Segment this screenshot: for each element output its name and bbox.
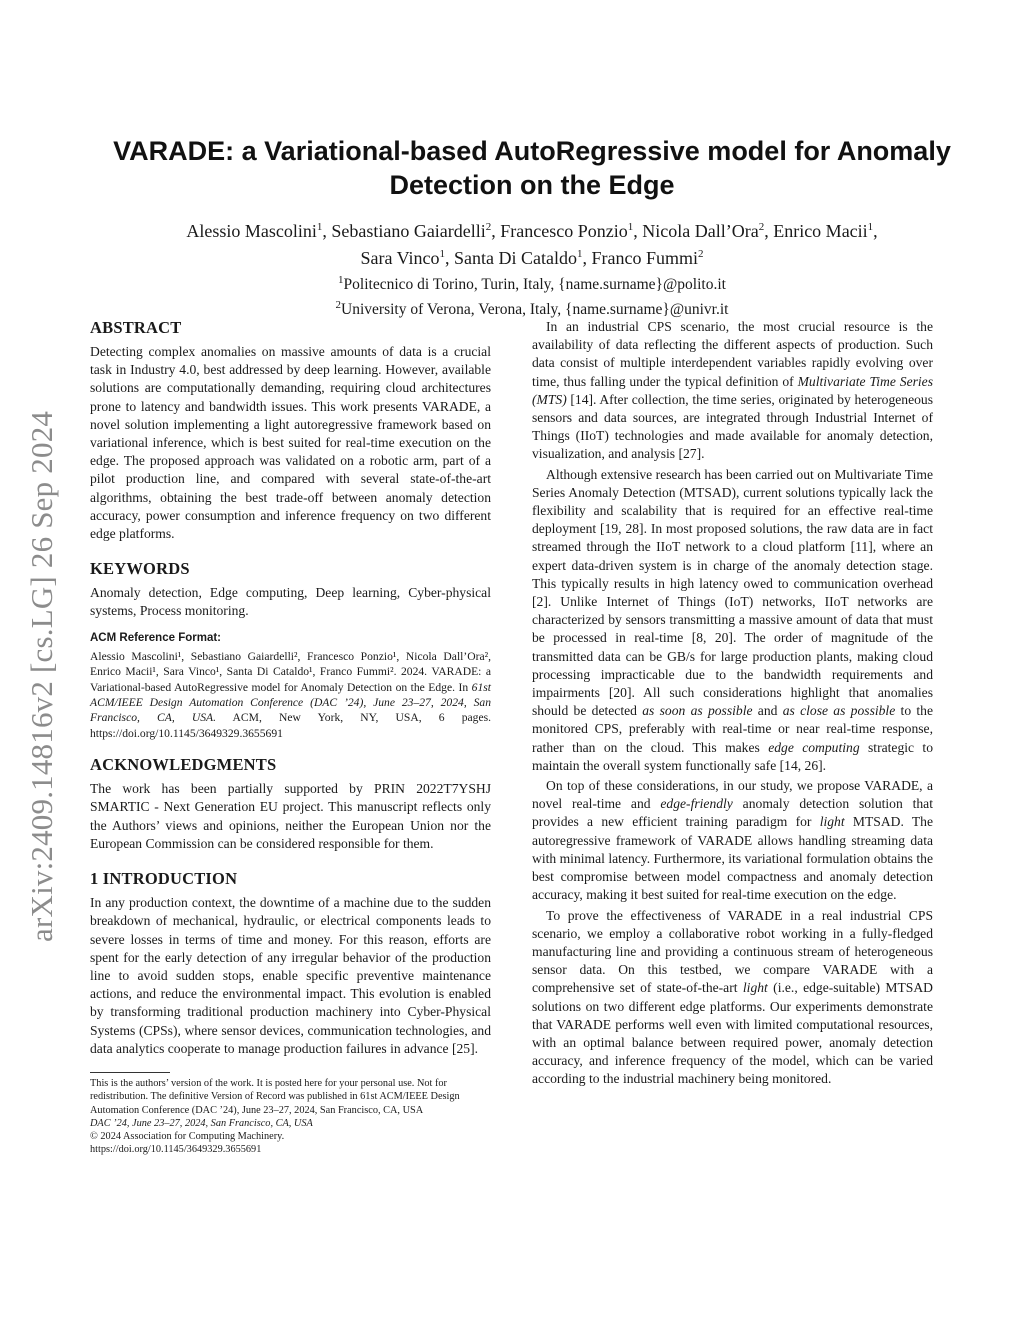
right-column [532,318,933,1091]
author: Enrico Macii [773,221,868,241]
author-list: Alessio Mascolini$^1$, Sebastiano Gaiardelli$^2$, Francesco Ponzio$^1$, Nicola Dall’Ora$^2$, Enrico Macii$^1$, Sara Vinco$^1$, Santa Di Cataldo$^1$, Franco Fummi$^2$ [186,221,878,268]
abstract-text: Detecting complex anomalies on massive amounts of data is a crucial task in Industry 4.0, best addressed by deep learning. However, available solutions are computationally demanding, requiring cloud architectures prone to latency and bandwidth issues. This work presents VARADE, a novel solution implementing a light autoregressive framework based on variational inference, which is best suited for real-time execution on the edge. The proposed approach was validated on a robotic arm, part of a pilot production line, and compared with several state-of-the-art algorithms, obtaining the best trade-off between anomaly detection accuracy, power consumption and inference frequency on two different edge platforms. [90,344,491,542]
affiliation: $^2$University of Verona, Verona, Italy, {name.surname}@univr.it [335,299,729,319]
acm-reference-text: Alessio Mascolini¹, Sebastiano Gaiardelli², Francesco Ponzio¹, Nicola Dall’Ora², Enrico Macii¹, Sara Vinco¹, Santa Di Cataldo¹, Franco Fummi². 2024. VARADE: a Variational-based AutoRegressive model for Anomaly Detection on the Edge. In 61st ACM/IEEE Design Automation Conference (DAC ’24), June 23–27, 2024, San Francisco, CA, USA. ACM, New York, NY, USA, 6 pages. https://doi.org/10.1145/3649329.3655691 [90,649,491,740]
keywords-text: Anomaly detection, Edge computing, Deep learning, Cyber-physical systems, Process monitoring. [90,585,491,619]
author: Francesco Ponzio [500,221,628,241]
author-block [80,216,984,320]
title-line-1: VARADE: a Variational-based AutoRegressive model for Anomaly [113,136,951,166]
intro-paragraph-4: On top of these considerations, in our study, we propose VARADE, a novel real-time and edge-friendly anomaly detection solution that provides a new efficient training paradigm for light MTSAD. The autoregressive framework of VARADE allows handling streaming data with minimal latency. Furthermore, its variational formulation obtains the best compromise between model compactness and anomaly detection accuracy, making it best suited for real-time execution on the edge. [532,778,933,903]
author: Sara Vinco [360,248,440,268]
author: Santa Di Cataldo [454,248,578,268]
author: Alessio Mascolini [186,221,317,241]
intro-paragraph-3: Although extensive research has been carried out on Multivariate Time Series Anomaly Detection (MTSAD), current solutions typically lack the flexibility and scalability that is required for an effective real-time deployment [19, 28]. In most proposed solutions, the raw data are in fact streamed through the IIoT network to a cloud platform [11], where an expert data-driven system is in charge of the anomaly detection stage. This typically results in high latency owed to communication overhead [2]. Unlike Internet of Things (IoT) networks, IIoT networks are characterized by sensors transmitting a massive amount of data that must be processed in real-time [8, 20]. The order of magnitude of the transmitted data can be GB/s for large production plants, making cloud processing impracticable due to the bandwidth requirements and impairments [20]. All such considerations highlight that anomalies should be detected as soon as possible and as close as possible to the monitored CPS, preferably with real-time or near real-time response, rather than on the cloud. This makes edge computing strategic to maintain the overall system functionally safe [14, 26]. [532,466,934,773]
footnote-copyright-notice: This is the authors’ version of the work. It is posted here for your personal use. Not for redistribution. The definitive Version of Record was published in 61st ACM/IEEE Design Automation Conference (DAC ’24), June 23–27, 2024, San Francisco, CA, USA [90,1077,460,1116]
author: Franco Fummi [591,248,699,268]
footnote-venue: DAC ’24, June 23–27, 2024, San Francisco, CA, USA [90,1117,313,1129]
intro-paragraph-1: In any production context, the downtime of a machine due to the sudden breakdown of mechanical, hydraulic, or electrical components leads to severe losses in terms of time and money. For this reason, efforts are spent for the early detection of any irregular behavior of the production line to avoid sudden stops, enable specific preventive maintenance actions, and reduce the environmental impact. This evolution is enabled by transforming traditional production machinery into Cyber-Physical Systems (CPSs), where sensor devices, communication technologies, and data analytics cooperate to manage production failures in advance [25]. [90,895,491,1056]
author: Nicola Dall’Ora [642,221,759,241]
footnote-divider [90,1072,170,1073]
arxiv-id: arXiv:2409.14816v2 [cs.LG] 26 Sep 2024 [24,410,59,942]
left-column [90,318,491,1157]
acm-reference-heading: ACM Reference Format: [90,631,221,644]
acknowledgments-text: The work has been partially supported by PRIN 2022T7YSHJ SMARTIC - Next Generation EU project. This manuscript reflects only the Authors’ views and opinions, neither the European Union nor the European Commission can be considered responsible for them. [90,781,491,851]
footnote [90,1077,491,1157]
footnote-copyright: © 2024 Association for Computing Machinery. [90,1131,285,1143]
affiliation: $^1$Politecnico di Torino, Turin, Italy, {name.surname}@polito.it [338,274,726,294]
introduction-heading: 1 INTRODUCTION [90,869,238,889]
acknowledgments-heading: ACKNOWLEDGMENTS [90,755,277,775]
title-line-2: Detection on the Edge [389,170,675,200]
abstract-heading: ABSTRACT [90,318,182,337]
paper-title [80,134,984,202]
keywords-heading: KEYWORDS [90,559,190,579]
footnote-doi[interactable]: https://doi.org/10.1145/3649329.3655691 [90,1144,262,1156]
author: Sebastiano Gaiardelli [331,221,486,241]
intro-paragraph-5: To prove the effectiveness of VARADE in a real industrial CPS scenario, we employ a collaborative robot working in a fully-fledged manufacturing line and providing a continuous stream of heterogeneous sensor data. On this testbed, we compare VARADE with a comprehensive set of state-of-the-art light (i.e., edge-suitable) MTSAD solutions on two different edge platforms. Our experiments demonstrate that VARADE performs well even with limited computational resources, with an optimal balance between required power, anomaly detection accuracy, and inference frequency of the model, which can be varied according to the industrial machinery being monitored. [532,907,933,1087]
intro-paragraph-2: In an industrial CPS scenario, the most crucial resource is the availability of data reflecting the different aspects of production. Such data consist of multiple interdependent variables rapidly evolving over time, thus falling under the typical definition of Multivariate Time Series (MTS) [14]. After collection, the time series, originated by heterogeneous sensors and data sources, are integrated through Industrial Internet of Things (IIoT) technologies and made available for anomaly detection, visualization, and analysis [27]. [532,319,933,462]
